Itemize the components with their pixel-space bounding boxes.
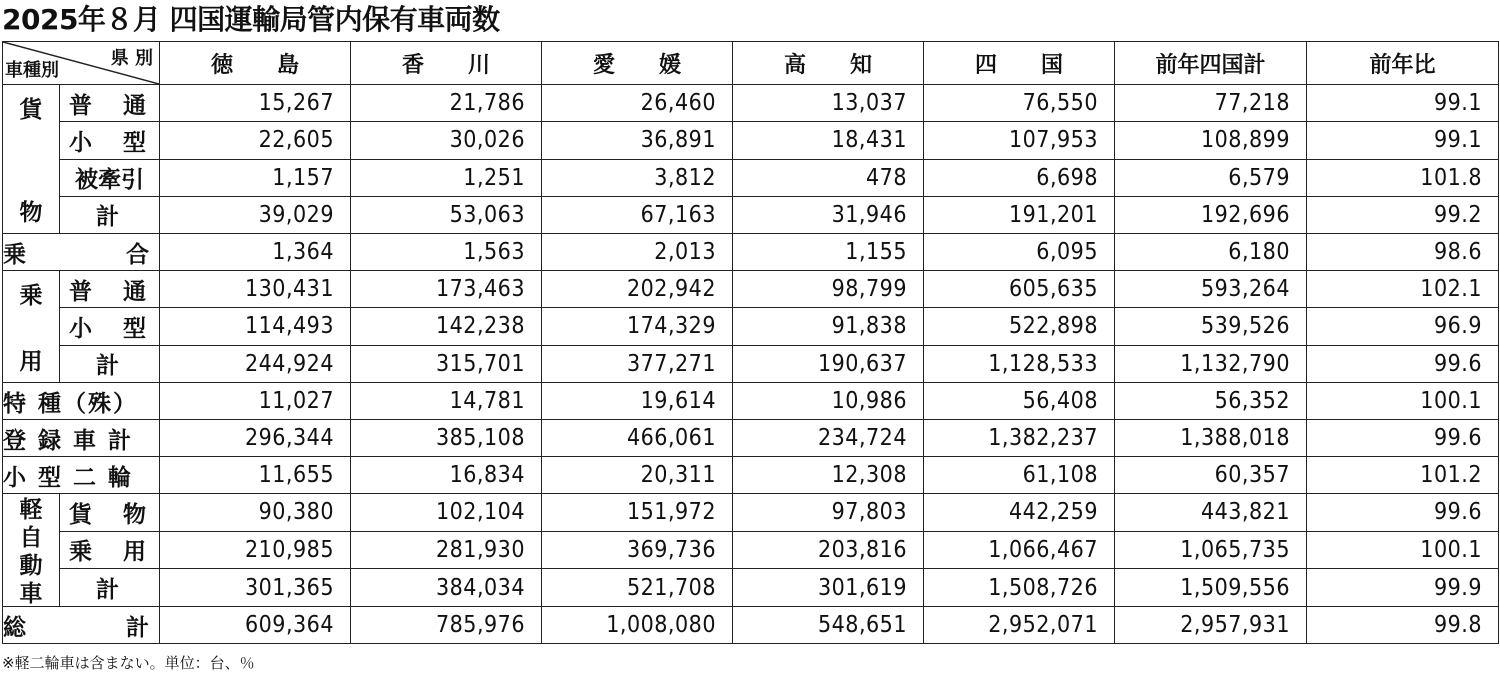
value-cell-ehime: 2,013 bbox=[542, 234, 733, 271]
value-cell-shikoku: 6,698 bbox=[924, 159, 1115, 196]
value-cell-kagawa: 53,063 bbox=[351, 196, 542, 233]
vehicle-count-table bbox=[2, 41, 1499, 644]
value-cell-tokushima: 1,157 bbox=[160, 159, 351, 196]
value-cell-tokushima: 609,364 bbox=[160, 607, 351, 644]
value-cell-tokushima: 114,493 bbox=[160, 308, 351, 345]
value-cell-yoy-ratio: 98.6 bbox=[1307, 234, 1499, 271]
value-cell-tokushima: 22,605 bbox=[160, 122, 351, 159]
table-row bbox=[3, 383, 1499, 420]
table-row bbox=[3, 271, 1499, 308]
value-cell-tokushima: 244,924 bbox=[160, 345, 351, 382]
value-cell-kochi: 190,637 bbox=[733, 345, 924, 382]
value-cell-tokushima: 90,380 bbox=[160, 494, 351, 532]
value-cell-tokushima: 1,364 bbox=[160, 234, 351, 271]
table-row bbox=[3, 607, 1499, 644]
value-cell-prev-year-total: 593,264 bbox=[1115, 271, 1307, 308]
value-cell-kagawa: 30,026 bbox=[351, 122, 542, 159]
value-cell-kochi: 234,724 bbox=[733, 420, 924, 457]
value-cell-tokushima: 11,655 bbox=[160, 457, 351, 494]
value-cell-ehime: 369,736 bbox=[542, 531, 733, 569]
value-cell-prev-year-total: 6,180 bbox=[1115, 234, 1307, 271]
value-cell-ehime: 3,812 bbox=[542, 159, 733, 196]
value-cell-tokushima: 296,344 bbox=[160, 420, 351, 457]
row-label-special: 特 種（殊） bbox=[3, 383, 160, 420]
value-cell-ehime: 377,271 bbox=[542, 345, 733, 382]
value-cell-kochi: 12,308 bbox=[733, 457, 924, 494]
row-label-small-motorcycle: 小 型 二 輪 bbox=[3, 457, 160, 494]
value-cell-shikoku: 522,898 bbox=[924, 308, 1115, 345]
row-label: 計 bbox=[60, 569, 160, 607]
value-cell-shikoku: 1,508,726 bbox=[924, 569, 1115, 607]
value-cell-shikoku: 56,408 bbox=[924, 383, 1115, 420]
value-cell-ehime: 521,708 bbox=[542, 569, 733, 607]
row-label: 乗 用 bbox=[60, 531, 160, 569]
value-cell-kagawa: 173,463 bbox=[351, 271, 542, 308]
value-cell-prev-year-total: 1,388,018 bbox=[1115, 420, 1307, 457]
value-cell-tokushima: 15,267 bbox=[160, 85, 351, 122]
table-row bbox=[3, 420, 1499, 457]
value-cell-shikoku: 61,108 bbox=[924, 457, 1115, 494]
header-row bbox=[3, 42, 1499, 85]
value-cell-ehime: 20,311 bbox=[542, 457, 733, 494]
value-cell-prev-year-total: 56,352 bbox=[1115, 383, 1307, 420]
value-cell-yoy-ratio: 100.1 bbox=[1307, 383, 1499, 420]
row-label: 小 型 bbox=[60, 122, 160, 159]
value-cell-prev-year-total: 539,526 bbox=[1115, 308, 1307, 345]
value-cell-yoy-ratio: 101.2 bbox=[1307, 457, 1499, 494]
row-label: 計 bbox=[60, 345, 160, 382]
row-label-grand-total: 総 計 bbox=[3, 607, 160, 644]
value-cell-ehime: 67,163 bbox=[542, 196, 733, 233]
value-cell-ehime: 174,329 bbox=[542, 308, 733, 345]
value-cell-kagawa: 1,251 bbox=[351, 159, 542, 196]
row-label-bus: 乗 合 bbox=[3, 234, 160, 271]
row-label: 小 型 bbox=[60, 308, 160, 345]
value-cell-kochi: 18,431 bbox=[733, 122, 924, 159]
value-cell-prev-year-total: 192,696 bbox=[1115, 196, 1307, 233]
value-cell-kagawa: 102,104 bbox=[351, 494, 542, 532]
column-header-kochi: 高 知 bbox=[733, 42, 924, 85]
row-label: 計 bbox=[60, 196, 160, 233]
value-cell-shikoku: 442,259 bbox=[924, 494, 1115, 532]
value-cell-kagawa: 142,238 bbox=[351, 308, 542, 345]
value-cell-shikoku: 1,066,467 bbox=[924, 531, 1115, 569]
value-cell-prev-year-total: 1,065,735 bbox=[1115, 531, 1307, 569]
value-cell-kagawa: 281,930 bbox=[351, 531, 542, 569]
table-row bbox=[3, 196, 1499, 233]
column-header-yoy-ratio: 前年比 bbox=[1307, 42, 1499, 85]
value-cell-tokushima: 210,985 bbox=[160, 531, 351, 569]
value-cell-tokushima: 11,027 bbox=[160, 383, 351, 420]
value-cell-ehime: 202,942 bbox=[542, 271, 733, 308]
value-cell-tokushima: 301,365 bbox=[160, 569, 351, 607]
value-cell-yoy-ratio: 99.2 bbox=[1307, 196, 1499, 233]
table-row bbox=[3, 85, 1499, 122]
value-cell-kochi: 31,946 bbox=[733, 196, 924, 233]
value-cell-kagawa: 1,563 bbox=[351, 234, 542, 271]
value-cell-kochi: 301,619 bbox=[733, 569, 924, 607]
value-cell-tokushima: 130,431 bbox=[160, 271, 351, 308]
value-cell-kochi: 97,803 bbox=[733, 494, 924, 532]
value-cell-ehime: 26,460 bbox=[542, 85, 733, 122]
table-row bbox=[3, 159, 1499, 196]
value-cell-kochi: 91,838 bbox=[733, 308, 924, 345]
table-row bbox=[3, 569, 1499, 607]
column-header-prev-year-total: 前年四国計 bbox=[1115, 42, 1307, 85]
row-label: 普 通 bbox=[60, 85, 160, 122]
value-cell-kochi: 548,651 bbox=[733, 607, 924, 644]
table-row bbox=[3, 494, 1499, 532]
value-cell-shikoku: 2,952,071 bbox=[924, 607, 1115, 644]
value-cell-prev-year-total: 1,132,790 bbox=[1115, 345, 1307, 382]
value-cell-yoy-ratio: 101.8 bbox=[1307, 159, 1499, 196]
value-cell-tokushima: 39,029 bbox=[160, 196, 351, 233]
value-cell-prev-year-total: 108,899 bbox=[1115, 122, 1307, 159]
value-cell-shikoku: 191,201 bbox=[924, 196, 1115, 233]
value-cell-kagawa: 385,108 bbox=[351, 420, 542, 457]
corner-vehicle-type-label: 車種別 bbox=[5, 60, 59, 81]
value-cell-kagawa: 785,976 bbox=[351, 607, 542, 644]
value-cell-yoy-ratio: 99.1 bbox=[1307, 122, 1499, 159]
value-cell-kagawa: 384,034 bbox=[351, 569, 542, 607]
value-cell-ehime: 466,061 bbox=[542, 420, 733, 457]
value-cell-shikoku: 1,128,533 bbox=[924, 345, 1115, 382]
value-cell-ehime: 19,614 bbox=[542, 383, 733, 420]
value-cell-kochi: 98,799 bbox=[733, 271, 924, 308]
value-cell-kagawa: 16,834 bbox=[351, 457, 542, 494]
value-cell-kagawa: 21,786 bbox=[351, 85, 542, 122]
group-label-cargo: 貨 物 bbox=[3, 85, 60, 234]
column-header-tokushima: 徳 島 bbox=[160, 42, 351, 85]
value-cell-yoy-ratio: 99.6 bbox=[1307, 345, 1499, 382]
corner-header-cell bbox=[3, 42, 160, 85]
row-label-registered-total: 登 録 車 計 bbox=[3, 420, 160, 457]
value-cell-yoy-ratio: 99.6 bbox=[1307, 494, 1499, 532]
value-cell-prev-year-total: 443,821 bbox=[1115, 494, 1307, 532]
value-cell-yoy-ratio: 96.9 bbox=[1307, 308, 1499, 345]
value-cell-kochi: 10,986 bbox=[733, 383, 924, 420]
value-cell-prev-year-total: 77,218 bbox=[1115, 85, 1307, 122]
value-cell-yoy-ratio: 99.1 bbox=[1307, 85, 1499, 122]
footnote: ※軽二輪車は含まない。単位：台、％ bbox=[2, 654, 255, 672]
group-label-passenger: 乗 用 bbox=[3, 271, 60, 383]
row-label: 普 通 bbox=[60, 271, 160, 308]
value-cell-kochi: 1,155 bbox=[733, 234, 924, 271]
value-cell-shikoku: 6,095 bbox=[924, 234, 1115, 271]
value-cell-ehime: 151,972 bbox=[542, 494, 733, 532]
table-row bbox=[3, 531, 1499, 569]
value-cell-kochi: 478 bbox=[733, 159, 924, 196]
value-cell-kochi: 13,037 bbox=[733, 85, 924, 122]
value-cell-kagawa: 14,781 bbox=[351, 383, 542, 420]
value-cell-prev-year-total: 6,579 bbox=[1115, 159, 1307, 196]
value-cell-shikoku: 1,382,237 bbox=[924, 420, 1115, 457]
column-header-ehime: 愛 媛 bbox=[542, 42, 733, 85]
group-label-kei: 軽 自 動 車 bbox=[3, 494, 60, 607]
table-row bbox=[3, 122, 1499, 159]
value-cell-kochi: 203,816 bbox=[733, 531, 924, 569]
value-cell-yoy-ratio: 102.1 bbox=[1307, 271, 1499, 308]
table-row bbox=[3, 308, 1499, 345]
value-cell-shikoku: 605,635 bbox=[924, 271, 1115, 308]
value-cell-kagawa: 315,701 bbox=[351, 345, 542, 382]
column-header-shikoku: 四 国 bbox=[924, 42, 1115, 85]
row-label: 貨 物 bbox=[60, 494, 160, 532]
value-cell-ehime: 36,891 bbox=[542, 122, 733, 159]
value-cell-prev-year-total: 1,509,556 bbox=[1115, 569, 1307, 607]
value-cell-shikoku: 107,953 bbox=[924, 122, 1115, 159]
table-row bbox=[3, 457, 1499, 494]
value-cell-prev-year-total: 60,357 bbox=[1115, 457, 1307, 494]
value-cell-shikoku: 76,550 bbox=[924, 85, 1115, 122]
value-cell-yoy-ratio: 100.1 bbox=[1307, 531, 1499, 569]
value-cell-prev-year-total: 2,957,931 bbox=[1115, 607, 1307, 644]
table-row bbox=[3, 345, 1499, 382]
page-title: 2025年８月 四国運輸局管内保有車両数 bbox=[2, 3, 500, 36]
column-header-kagawa: 香 川 bbox=[351, 42, 542, 85]
value-cell-yoy-ratio: 99.6 bbox=[1307, 420, 1499, 457]
table-row bbox=[3, 234, 1499, 271]
row-label: 被牽引 bbox=[60, 159, 160, 196]
value-cell-yoy-ratio: 99.9 bbox=[1307, 569, 1499, 607]
value-cell-ehime: 1,008,080 bbox=[542, 607, 733, 644]
corner-prefecture-label: 県 別 bbox=[110, 48, 153, 69]
value-cell-yoy-ratio: 99.8 bbox=[1307, 607, 1499, 644]
